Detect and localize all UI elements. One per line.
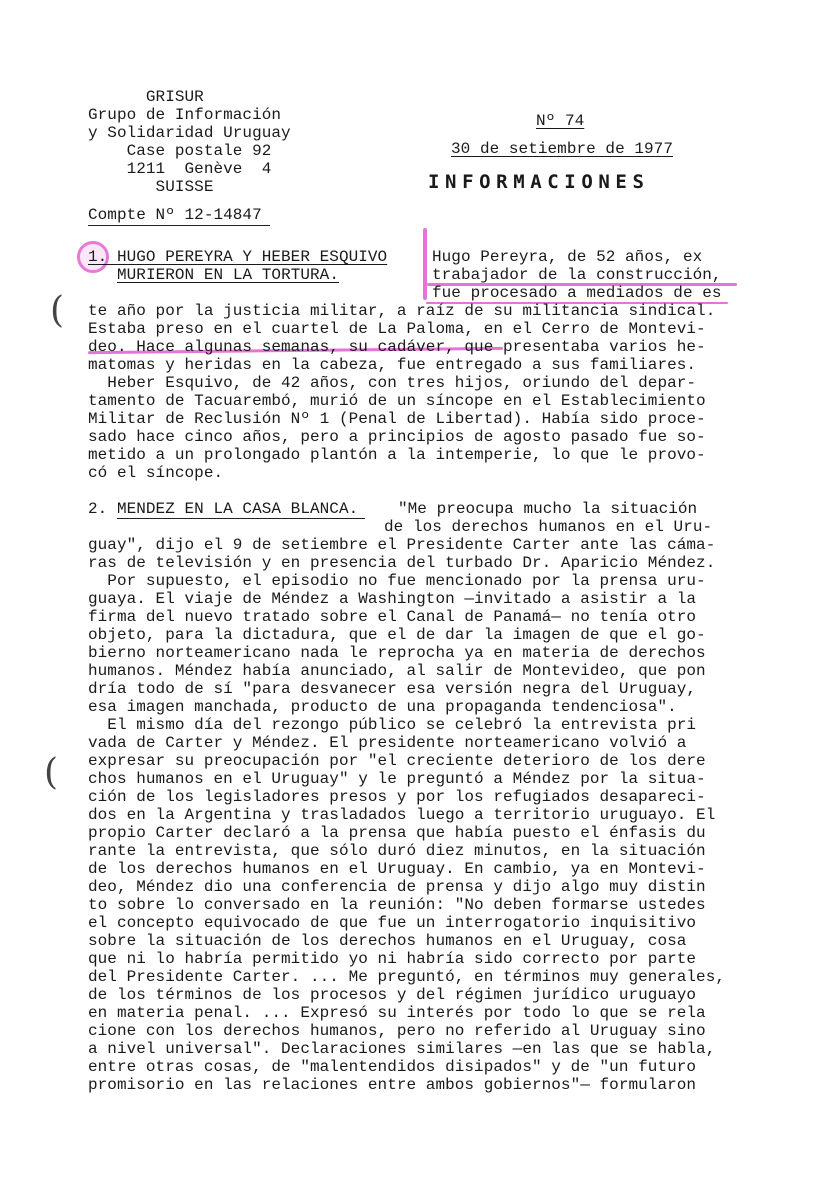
margin-bracket: (	[44, 752, 59, 793]
article-2-line: esa imagen manchada, producto de una propaganda tendenciosa".	[88, 698, 677, 716]
account-rule	[88, 225, 270, 226]
article-1-line: có el síncope.	[88, 464, 224, 482]
article-2-line: El mismo día del rezongo público se celebró la entrevista pri	[88, 716, 697, 734]
newsletter-title: INFORMACIONES	[428, 171, 650, 193]
article-2-line: cione con los derechos humanos, pero no referido al Uruguay sino	[88, 1022, 706, 1040]
article-2-right-line: "Me preocupa mucho la situación	[398, 500, 698, 518]
article-1-line: Estaba preso en el cuartel de La Paloma, en el Cerro de Montevi-	[88, 320, 706, 338]
article-2-line: a nivel universal". Declaraciones similares —en las que se habla,	[88, 1040, 716, 1058]
article-2-line: humanos. Méndez había anunciado, al salir de Montevideo, que pon	[88, 662, 706, 680]
article-2-line: el concepto equivocado de que fue un interrogatorio inquisitivo	[88, 914, 697, 932]
article-2-line: deo, Méndez dio una conferencia de prensa y dijo algo muy distin	[88, 878, 706, 896]
article-1-heading: 1. HUGO PEREYRA Y HEBER ESQUIVO	[88, 248, 388, 266]
article-2-heading: 2. MENDEZ EN LA CASA BLANCA.	[88, 500, 359, 518]
article-2-line: del Presidente Carter. ... Me preguntó, en términos muy generales,	[88, 968, 726, 986]
article-1-line: sado hace cinco años, pero a principios de agosto pasado fue so-	[88, 428, 706, 446]
org-line: y Solidaridad Uruguay	[88, 124, 291, 142]
article-1-right-line: trabajador de la construcción,	[432, 266, 722, 284]
article-2-line: vada de Carter y Méndez. El presidente norteamericano volvió a	[88, 734, 687, 752]
article-2-line: to sobre lo conversado en la reunión: "No deben formarse ustedes	[88, 896, 706, 914]
article-2-line: dos en la Argentina y trasladados luego a territorio uruguayo. El	[88, 806, 716, 824]
article-2-line: dría todo de sí "para desvanecer esa versión negra del Uruguay,	[88, 680, 697, 698]
article-2-line: objeto, para la dictadura, que el de dar la imagen de que el go-	[88, 626, 706, 644]
article-2-line: propio Carter declaró a la prensa que había puesto el énfasis du	[88, 824, 706, 842]
highlight-margin-line	[423, 228, 427, 300]
article-2-line: promisorio en las relaciones entre ambos gobiernos"— formularon	[88, 1076, 697, 1094]
article-2-line: que ni lo habría permitido yo ni habría sido correcto por parte	[88, 950, 697, 968]
article-2-right-line: de los derechos humanos en el Uru-	[384, 518, 713, 536]
article-1-heading: MURIERON EN LA TORTURA.	[117, 266, 339, 284]
article-2-line: sobre la situación de los derechos humanos en el Uruguay, cosa	[88, 932, 687, 950]
article-2-line: en materia penal. ... Expresó su interés por todo lo que se rela	[88, 1004, 706, 1022]
heading-rule	[117, 518, 365, 519]
article-1-line: Heber Esquivo, de 42 años, con tres hijos, oriundo del depar-	[88, 374, 697, 392]
article-2-line: ción de los legisladores presos y por los refugiados desapareci-	[88, 788, 706, 806]
article-2-line: ras de televisión y en presencia del turbado Dr. Aparicio Méndez.	[88, 554, 716, 572]
article-1-line: te año por la justicia militar, a raíz de su militancia sindical.	[88, 302, 716, 320]
article-2-line: de los derechos humanos en el Uruguay. En cambio, ya en Montevi-	[88, 860, 706, 878]
article-1-line: matomas y heridas en la cabeza, fue entregado a sus familiares.	[88, 356, 697, 374]
article-1-line: tamento de Tacuarembó, murió de un síncope en el Establecimiento	[88, 392, 706, 410]
article-2-line: firma del nuevo tratado sobre el Canal de Panamá— no tenía otro	[88, 608, 697, 626]
issue-date: 30 de setiembre de 1977	[451, 140, 673, 158]
article-2-line: chos humanos en el Uruguay" y le preguntó a Méndez por la situa-	[88, 770, 706, 788]
article-1-line: deo. Hace algunas semanas, su cadáver, que presentaba varios he-	[88, 338, 706, 356]
org-line: Grupo de Información	[88, 106, 282, 124]
article-1-line: metido a un prolongado plantón a la intemperie, lo que le provo-	[88, 446, 706, 464]
article-2-line: guay", dijo el 9 de setiembre el Presidente Carter ante las cáma-	[88, 536, 716, 554]
article-2-line: bierno norteamericano nada le reprocha ya en materia de derechos	[88, 644, 706, 662]
org-line: 1211 Genève 4	[88, 160, 272, 178]
article-2-line: guaya. El viaje de Méndez a Washington —invitado a asistir a la	[88, 590, 697, 608]
issue-number: Nº 74	[536, 112, 585, 130]
article-2-line: Por supuesto, el episodio no fue mencionado por la prensa uru-	[88, 572, 706, 590]
article-2-line: de los términos de los procesos y del régimen jurídico uruguayo	[88, 986, 697, 1004]
margin-bracket: (	[50, 290, 65, 331]
article-1-right-line: fue procesado a mediados de es	[432, 284, 722, 302]
article-1-line: Militar de Reclusión Nº 1 (Penal de Libertad). Había sido proce-	[88, 410, 706, 428]
article-2-line: rante la entrevista, que sólo duró diez minutos, en la situación	[88, 842, 706, 860]
account-number: Compte Nº 12-14847	[88, 206, 262, 224]
article-1-right-line: Hugo Pereyra, de 52 años, ex	[432, 248, 703, 266]
article-2-line: entre otras cosas, de "malentendidos disipados" y de "un futuro	[88, 1058, 697, 1076]
article-2-line: expresar su preocupación por "el creciente deterioro de los dere	[88, 752, 706, 770]
org-line: Case postale 92	[88, 142, 272, 160]
org-line: SUISSE	[88, 178, 214, 196]
org-line: GRISUR	[88, 88, 204, 106]
